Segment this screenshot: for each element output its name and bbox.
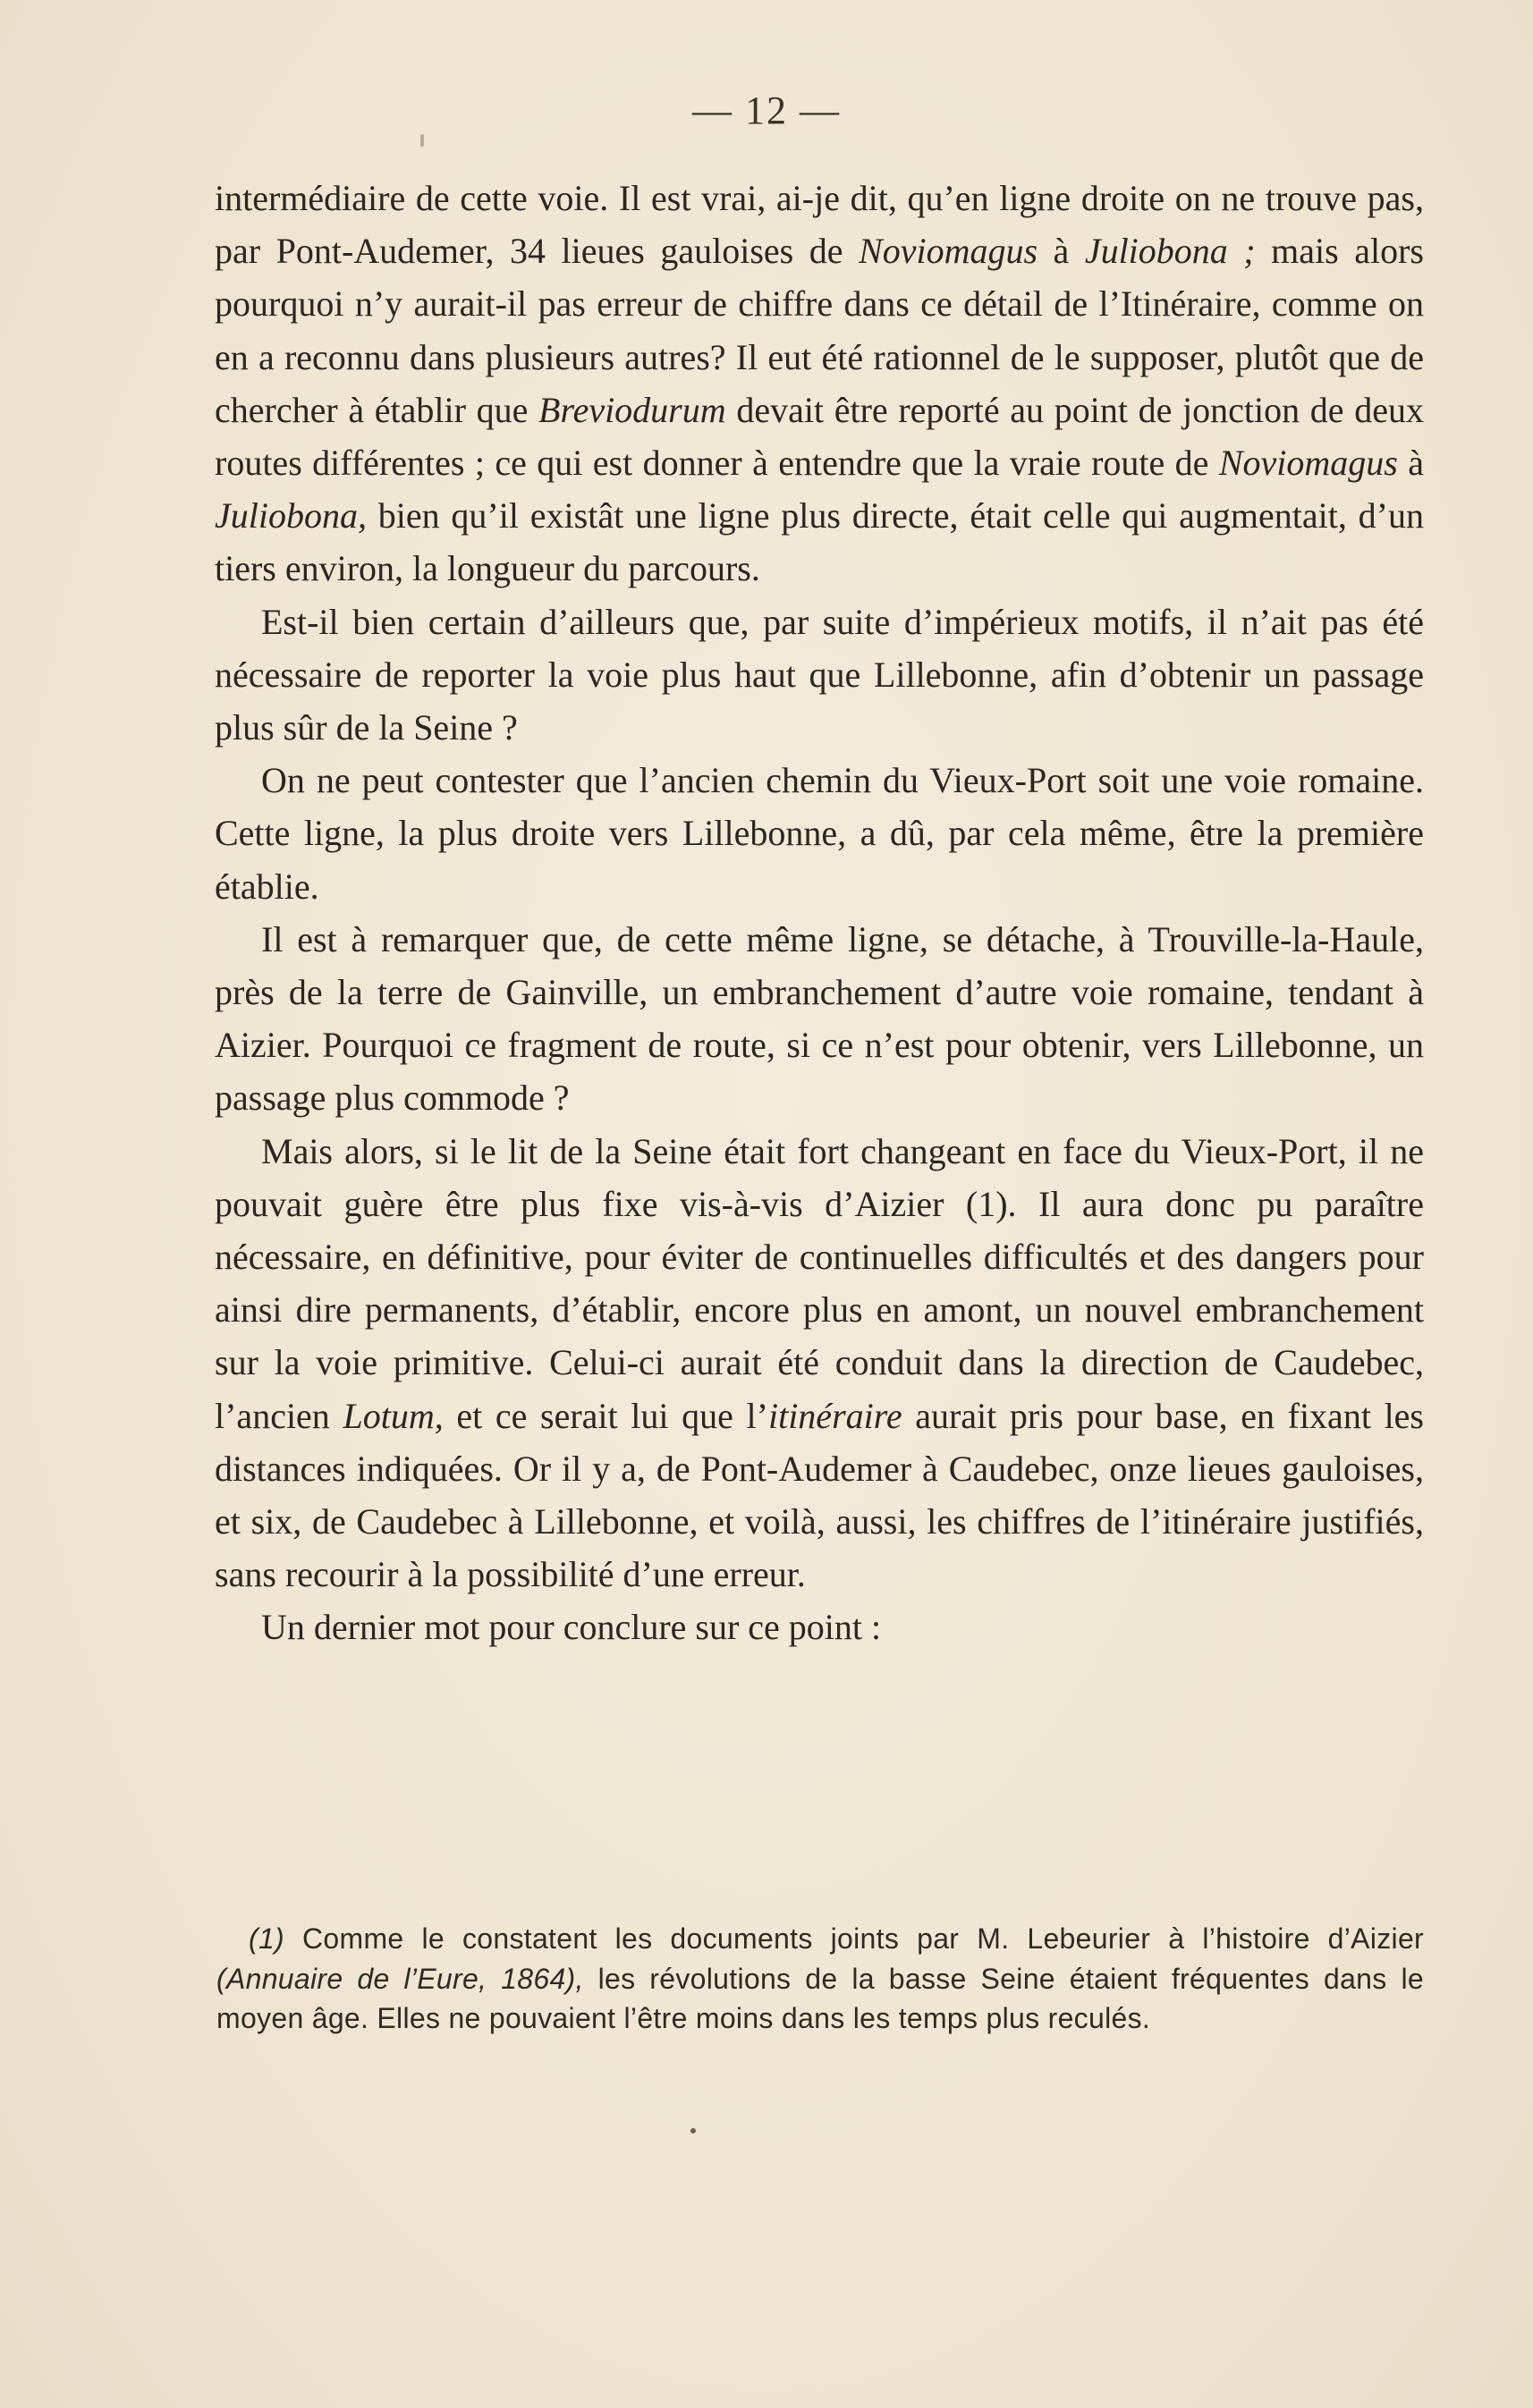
italic-run: Lotum, [343,1395,444,1436]
page-number: — 12 — [692,89,841,132]
main-text [215,172,1424,1654]
paragraph-2: Est-il bien certain d’ailleurs que, par suite d’impérieux motifs, il n’ait pas été nécessaire de reporter la voie plus haut que Lillebonne, afin d’obtenir un passage plus sûr de la Seine ? [215,601,1424,748]
italic-run: Juliobona ; [1084,231,1256,272]
italic-run: Noviomagus [859,231,1038,272]
text-run: à [1038,231,1085,272]
italic-run: Breviodurum [538,389,726,430]
text-run: Comme le constatent les documents joints par M. Lebeurier à l’histoire d’Aizier [284,1922,1424,1955]
italic-run: (Annuaire de l’Eure, 1864), [216,1962,584,1995]
text-run: et ce serait lui que l’ [443,1395,768,1436]
text-run: intermédiaire de cette voie. Il est vrai, ai-je dit, qu’en ligne droite on ne trouve pas, par Pont-Audemer, 34 lieues gauloises de [215,178,1424,272]
paragraph-1 [215,172,1424,596]
italic-run: itinéraire [767,1395,902,1436]
paragraph-6: Un dernier mot pour conclure sur ce point : [261,1607,882,1648]
text-run: aurait pris pour base, en fixant les distances indiquées. Or il y a, de Pont-Audemer à Caudebec, onze lieues gauloises, et six, de Caudebec à Lillebonne, et voilà, aussi, les chiffres de l’itinéraire justifiés, sans recourir à la possibilité d’une erreur. [215,1395,1424,1595]
paragraph-4: Il est à remarquer que, de cette même ligne, se détache, à Trouville-la-Haule, près de la terre de Gainville, un embranchement d’autre voie romaine, tendant à Aizier. Pourquoi ce fragment de route, si ce n’est pour obtenir, vers Lillebonne, un passage plus commode ? [215,918,1424,1119]
paragraph-3: On ne peut contester que l’ancien chemin du Vieux-Port soit une voie romaine. Cette ligne, la plus droite vers Lillebonne, a dû, par cela même, être la première établie. [215,760,1424,907]
text-run: à [1397,443,1424,484]
italic-run: Juliobona, [215,495,367,537]
paper-speck [690,2128,696,2133]
text-run: devait être reporté au point de jonction de deux routes différentes ; ce qui est donner à entendre que la vraie route de [215,389,1424,484]
text-run: Mais alors, si le lit de la Seine était fort changeant en face du Vieux-Port, il ne pouvait guère être plus fixe vis-à-vis d’Aizier (1). Il aura donc pu paraître nécessaire, en définitive, pour éviter de continuelles difficultés et des dangers pour ainsi dire permanents, d’établir, encore plus en amont, un nouvel embranchement sur la voie primitive. Celui-ci aurait été conduit dans la direction de Caudebec, l’ancien [215,1130,1424,1436]
paper-speck [420,134,424,147]
footnote-marker: (1) [249,1922,285,1955]
text-run: les révolutions de la basse Seine étaient fréquentes dans le moyen âge. Elles ne pouvaient l’être moins dans les temps plus reculés. [216,1962,1424,2034]
text-run: bien qu’il existât une ligne plus directe, était celle qui augmentait, d’un tiers environ, la longueur du parcours. [215,495,1424,589]
italic-run: Noviomagus [1218,443,1398,484]
footnotes [216,1919,1424,2039]
text-run: mais alors pourquoi n’y aurait-il pas erreur de chiffre dans ce détail de l’Itinéraire, comme on en a reconnu dans plusieurs autres? Il eut été rationnel de le supposer, plutôt que de chercher à établir que [215,231,1424,430]
footnote-1 [216,1919,1424,2039]
paragraph-5 [215,1125,1424,1601]
